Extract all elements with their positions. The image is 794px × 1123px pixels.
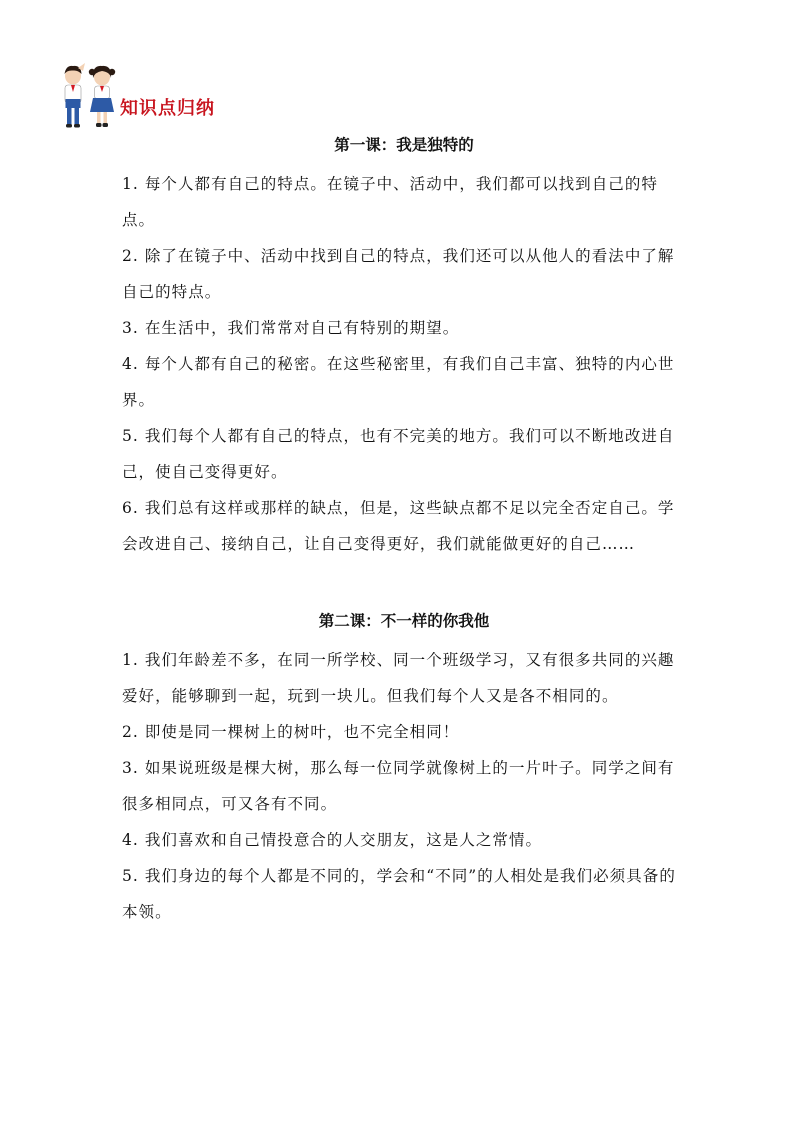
lesson-1-point-3: 3. 在生活中，我们常常对自己有特别的期望。 xyxy=(122,319,460,337)
lesson-1-point-4: 4. 每个人都有自己的秘密。在这些秘密里，有我们自己丰富、独特的内心世界。 xyxy=(122,355,675,409)
lesson-2-point-3: 3. 如果说班级是棵大树，那么每一位同学就像树上的一片叶子。同学之间有很多相同点，可又各有不同。 xyxy=(122,759,675,813)
lesson-1-point-6: 6. 我们总有这样或那样的缺点，但是，这些缺点都不足以完全否定自己。学会改进自己、接纳自己，让自己变得更好，我们就能做更好的自己…… xyxy=(122,499,675,553)
document-body xyxy=(122,130,678,930)
students-icon xyxy=(58,62,120,132)
header xyxy=(58,62,358,132)
boy-figure xyxy=(65,63,86,128)
lesson-2-point-2: 2. 即使是同一棵树上的树叶，也不完全相同！ xyxy=(122,723,460,741)
lesson-1-point-5: 5. 我们每个人都有自己的特点，也有不完美的地方。我们可以不断地改进自己，使自己变得更好。 xyxy=(122,427,675,481)
lesson-2-point-5: 5. 我们身边的每个人都是不同的，学会和“不同”的人相处是我们必须具备的本领。 xyxy=(122,867,676,921)
lesson-2-point-1: 1. 我们年龄差不多，在同一所学校、同一个班级学习，又有很多共同的兴趣爱好，能够聊到一起，玩到一块儿。但我们每个人又是各不相同的。 xyxy=(122,651,675,705)
lesson-1-title: 第一课：我是独特的 xyxy=(334,136,474,154)
section-heading: 知识点归纳 xyxy=(120,98,215,119)
lesson-1-point-2: 2. 除了在镜子中、活动中找到自己的特点，我们还可以从他人的看法中了解自己的特点。 xyxy=(122,247,675,301)
lesson-2-section xyxy=(122,606,678,930)
lesson-2-point-4: 4. 我们喜欢和自己情投意合的人交朋友，这是人之常情。 xyxy=(122,831,543,849)
lesson-2-title: 第二课：不一样的你我他 xyxy=(318,612,490,630)
girl-figure xyxy=(89,66,115,127)
lesson-1-point-1: 1. 每个人都有自己的特点。在镜子中、活动中，我们都可以找到自己的特点。 xyxy=(122,175,658,229)
lesson-1-section xyxy=(122,130,678,562)
